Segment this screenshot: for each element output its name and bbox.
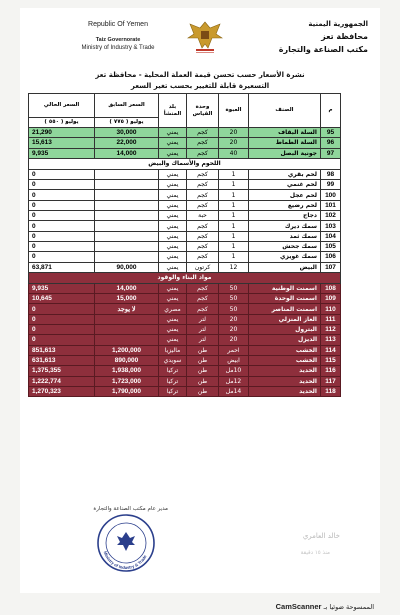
cell-prev-price: 1,200,000 [95,345,159,355]
cell-unit: كجم [187,241,219,251]
cell-prev-price [95,169,159,179]
cell-origin: يمني [159,283,187,293]
cell-unit: كجم [187,169,219,179]
cell-pack: 40 [219,148,249,158]
title-line1: نشرة الأسعار حسب تحسن قيمة العملة المحلية - محافظة تعز [95,71,305,79]
cell-item: اسمنت الوطنية [249,283,321,293]
camscanner-footer [276,602,374,611]
cell-item: سمك غويزي [249,252,321,262]
cell-item: دجاج [249,211,321,221]
cell-no: 107 [321,262,341,272]
cell-item: البترول [249,325,321,335]
cell-curr-price: 1,375,355 [29,366,95,376]
cell-unit: كجم [187,138,219,148]
cell-item: الحديد [249,376,321,386]
cell-unit: كجم [187,283,219,293]
table-row [29,231,341,241]
table-row [29,304,341,314]
cell-no: 115 [321,355,341,365]
table-row [29,314,341,324]
cell-no: 117 [321,376,341,386]
header-english [58,20,178,53]
cell-pack: 1 [219,190,249,200]
table-row [29,180,341,190]
cell-item: لحم غنمي [249,180,321,190]
cell-pack: 1 [219,180,249,190]
cell-prev-price: لا يوجد [95,304,159,314]
col-curr: السعر الحالي [29,94,95,118]
cell-curr-price: 1,222,774 [29,376,95,386]
cell-no: 110 [321,304,341,314]
cell-pack: 20 [219,325,249,335]
cell-no: 98 [321,169,341,179]
cell-unit: كجم [187,294,219,304]
cell-curr-price: 0 [29,200,95,210]
cell-item: البيض [249,262,321,272]
table-row [29,169,341,179]
cell-origin: يمني [159,314,187,324]
cell-prev-price [95,190,159,200]
col-curr-rate: يوليو ( ٥٥٠ ) [29,118,95,128]
cell-curr-price: 9,935 [29,148,95,158]
cell-origin: يمني [159,138,187,148]
cell-curr-price: 9,935 [29,283,95,293]
col-pack: العبوة [219,94,249,128]
header-ar-line3: مكتب الصناعة والتجارة [278,45,368,54]
cell-origin: تركيا [159,386,187,396]
cell-no: 97 [321,148,341,158]
section-meat-fish-eggs: اللحوم والأسماك والبيض [29,158,341,169]
cell-unit: كجم [187,221,219,231]
scanner-prefix: الممسوحة ضوئيا بـ [323,603,374,611]
cell-unit: طن [187,355,219,365]
cell-pack: 14مل [219,386,249,396]
table-row [29,148,341,158]
header-en-line1: Republic Of Yemen [88,21,148,28]
cell-item: لحم رضيع [249,200,321,210]
cell-prev-price: 90,000 [95,262,159,272]
table-row [29,376,341,386]
cell-curr-price: 0 [29,335,95,345]
cell-pack: 10مل [219,366,249,376]
cell-prev-price [95,231,159,241]
cell-item: السلة الطماط [249,138,321,148]
cell-pack: 1 [219,241,249,251]
cell-pack: 50 [219,294,249,304]
cell-no: 106 [321,252,341,262]
cell-origin: يمني [159,325,187,335]
cell-origin: يمني [159,169,187,179]
cell-curr-price: 0 [29,325,95,335]
cell-no: 109 [321,294,341,304]
stamp-text: Ministry of Industry & Trade [102,550,148,571]
col-no: م [321,94,341,128]
table-row [29,252,341,262]
cell-origin: يمني [159,128,187,138]
cell-item: سمك جحش [249,241,321,251]
cell-origin: يمني [159,211,187,221]
cell-unit: لتر [187,314,219,324]
bulletin-title [60,70,340,92]
watermark-time: منذ ١٥ دقيقة [300,550,330,556]
header-en-line2: Taiz Governorate [95,37,141,43]
cell-origin: يمني [159,294,187,304]
cell-no: 99 [321,180,341,190]
col-unit: وحدة القياس [187,94,219,128]
table-row [29,325,341,335]
table-row [29,190,341,200]
cell-origin: يمني [159,241,187,251]
cell-prev-price [95,314,159,324]
cell-origin: مصري [159,304,187,314]
cell-no: 95 [321,128,341,138]
cell-unit: كجم [187,304,219,314]
cell-no: 108 [321,283,341,293]
cell-prev-price: 14,000 [95,148,159,158]
cell-no: 113 [321,335,341,345]
cell-item: الديزل [249,335,321,345]
cell-no: 112 [321,325,341,335]
cell-prev-price [95,335,159,345]
col-origin: بلد المنشأ [159,94,187,128]
title-line2: التسعيرة قابلة للتغيير بحسب تغير السعر [130,82,270,90]
cell-unit: كجم [187,231,219,241]
header-en-line3: Ministry of Industry & Trade [81,45,155,51]
cell-prev-price: 890,000 [95,355,159,365]
price-table [28,93,341,397]
cell-origin: سويدي [159,355,187,365]
cell-item: السلة البقاف [249,128,321,138]
cell-origin: يمني [159,335,187,345]
cell-pack: 50 [219,304,249,314]
table-row [29,221,341,231]
official-stamp-icon [95,512,157,574]
cell-no: 111 [321,314,341,324]
cell-prev-price: 15,000 [95,294,159,304]
cell-origin: ماليزيا [159,345,187,355]
table-row [29,294,341,304]
cell-curr-price: 0 [29,314,95,324]
cell-pack: 12مل [219,376,249,386]
cell-prev-price [95,211,159,221]
cell-pack: 1 [219,252,249,262]
cell-unit: لتر [187,325,219,335]
cell-unit: كجم [187,252,219,262]
cell-unit: كجم [187,180,219,190]
cell-item: جونية البصل [249,148,321,158]
col-prev-rate: يوليو ( ٧٧٥ ) [95,118,159,128]
cell-origin: يمني [159,190,187,200]
cell-curr-price: 0 [29,180,95,190]
cell-origin: تركيا [159,366,187,376]
cell-curr-price: 0 [29,221,95,231]
cell-no: 96 [321,138,341,148]
cell-item: الغاز المنزلي [249,314,321,324]
cell-no: 100 [321,190,341,200]
cell-curr-price: 0 [29,211,95,221]
cell-pack: 1 [219,221,249,231]
cell-curr-price: 0 [29,190,95,200]
cell-pack: 1 [219,200,249,210]
cell-origin: يمني [159,148,187,158]
cell-item: سمك ثمد [249,231,321,241]
yemen-eagle-emblem-icon [182,18,228,56]
cell-origin: تركيا [159,376,187,386]
section-building-fuel: مواد البناء والوقود [29,272,341,283]
table-row [29,366,341,376]
header-ar-line1: الجمهورية اليمنية [308,20,368,28]
header-ar-line2: محافظة تعز [321,32,368,41]
cell-prev-price: 1,938,000 [95,366,159,376]
cell-curr-price: 0 [29,241,95,251]
cell-no: 104 [321,231,341,241]
cell-curr-price: 10,645 [29,294,95,304]
cell-unit: طن [187,386,219,396]
cell-curr-price: 15,613 [29,138,95,148]
cell-pack: 20 [219,314,249,324]
cell-pack: احمر [219,345,249,355]
cell-curr-price: 0 [29,252,95,262]
cell-prev-price [95,180,159,190]
cell-no: 105 [321,241,341,251]
cell-unit: كجم [187,148,219,158]
table-row [29,262,341,272]
cell-pack: 1 [219,169,249,179]
cell-prev-price: 22,000 [95,138,159,148]
cell-pack: 1 [219,231,249,241]
cell-unit: طن [187,366,219,376]
table-row [29,211,341,221]
cell-item: الخشب [249,345,321,355]
cell-origin: يمني [159,252,187,262]
cell-origin: يمني [159,221,187,231]
cell-origin: يمني [159,180,187,190]
cell-curr-price: 21,290 [29,128,95,138]
cell-origin: يمني [159,262,187,272]
cell-unit: كجم [187,200,219,210]
cell-item: الحديد [249,366,321,376]
cell-prev-price [95,200,159,210]
col-item: الصنف [249,94,321,128]
table-row [29,283,341,293]
cell-prev-price: 1,723,000 [95,376,159,386]
cell-item: لحم بقري [249,169,321,179]
cell-prev-price [95,252,159,262]
cell-unit: لتر [187,335,219,345]
cell-item: الخشب [249,355,321,365]
cell-pack: ابيض [219,355,249,365]
cell-item: الحديد [249,386,321,396]
cell-prev-price: 1,790,000 [95,386,159,396]
cell-curr-price: 63,871 [29,262,95,272]
table-row [29,335,341,345]
cell-no: 116 [321,366,341,376]
cell-unit: طن [187,345,219,355]
cell-no: 118 [321,386,341,396]
cell-curr-price: 0 [29,169,95,179]
cell-prev-price [95,325,159,335]
table-row [29,386,341,396]
col-prev: السعر السابق [95,94,159,118]
cell-prev-price [95,221,159,231]
cell-no: 102 [321,211,341,221]
cell-pack: 12 [219,262,249,272]
cell-no: 114 [321,345,341,355]
cell-no: 101 [321,200,341,210]
table-row [29,241,341,251]
table-row [29,345,341,355]
table-row [29,200,341,210]
cell-item: سمك ديرك [249,221,321,231]
cell-pack: 20 [219,335,249,345]
cell-item: اسمنت المناصر [249,304,321,314]
cell-no: 103 [321,221,341,231]
cell-prev-price [95,241,159,251]
table-row [29,355,341,365]
cell-origin: يمني [159,231,187,241]
table-row [29,128,341,138]
cell-pack: 20 [219,138,249,148]
watermark-name: خالد العامري [302,532,340,540]
cell-pack: 1 [219,211,249,221]
cell-curr-price: 0 [29,304,95,314]
table-row [29,138,341,148]
cell-pack: 50 [219,283,249,293]
cell-unit: كرتون [187,262,219,272]
cell-pack: 20 [219,128,249,138]
cell-prev-price: 14,000 [95,283,159,293]
cell-curr-price: 0 [29,231,95,241]
cell-curr-price: 631,613 [29,355,95,365]
cell-curr-price: 1,270,323 [29,386,95,396]
cell-item: اسمنت الوحدة [249,294,321,304]
scanner-name: CamScanner [275,602,322,611]
cell-item: لحم عجل [249,190,321,200]
cell-unit: كجم [187,128,219,138]
cell-unit: طن [187,376,219,386]
cell-origin: يمني [159,200,187,210]
signature-title: مدير عام مكتب الصناعة والتجارة [93,506,168,512]
cell-unit: كجم [187,190,219,200]
cell-unit: حبة [187,211,219,221]
cell-prev-price: 30,000 [95,128,159,138]
cell-curr-price: 851,613 [29,345,95,355]
header-arabic [248,18,368,56]
